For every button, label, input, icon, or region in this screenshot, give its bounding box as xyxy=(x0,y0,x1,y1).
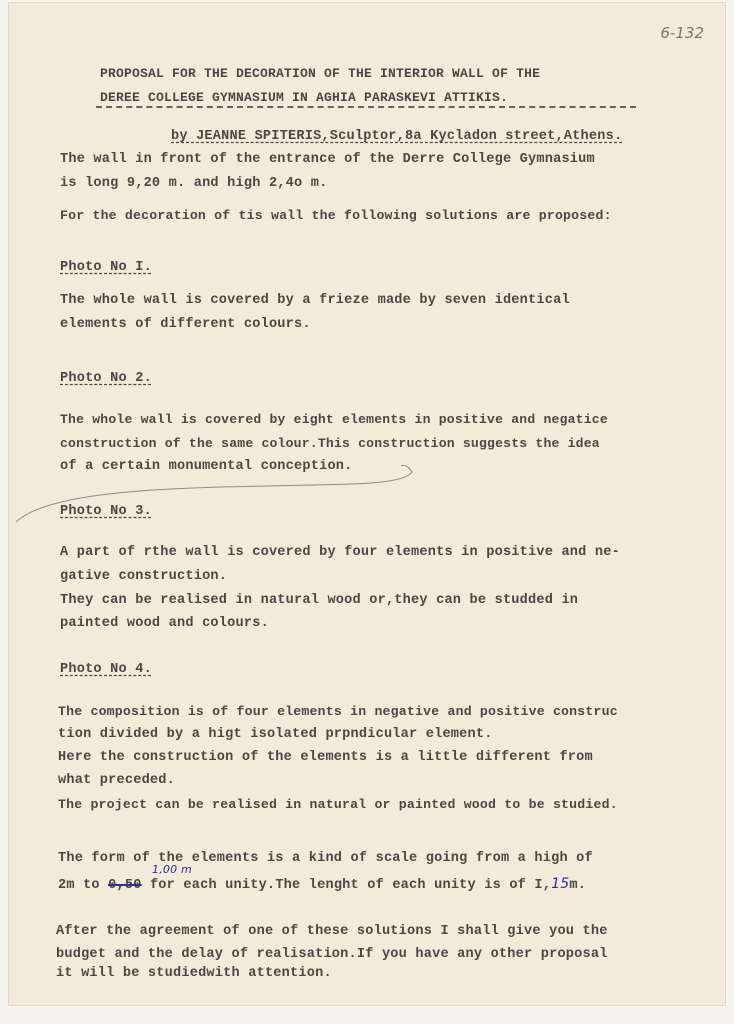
section-2-line: of a certain monumental conception. xyxy=(60,459,353,474)
title-line-1: PROPOSAL FOR THE DECORATION OF THE INTERIOR WALL OF THE xyxy=(100,66,541,81)
section-1-line: elements of different colours. xyxy=(60,317,311,332)
section-2-line: The whole wall is covered by eight elements in positive and negatice xyxy=(60,412,608,427)
section-4-heading: Photo No 4. xyxy=(60,662,152,677)
section-2-line: construction of the same colour.This construction suggests the idea xyxy=(60,436,600,451)
closing-line: budget and the delay of realisation.If you have any other proposal xyxy=(56,947,608,962)
section-4-line: Here the construction of the elements is a little different from xyxy=(58,750,593,765)
scale-line-1: The form of the elements is a kind of scale going from a high of xyxy=(58,851,593,866)
section-3-line: gative construction. xyxy=(60,569,228,584)
reference-number: 6-132 xyxy=(660,24,704,42)
proposal-line: For the decoration of tis wall the following solutions are proposed: xyxy=(60,208,612,223)
section-4-line: The composition is of four elements in negative and positive construc xyxy=(58,704,618,719)
section-3-heading: Photo No 3. xyxy=(60,504,152,519)
section-4-line: what preceded. xyxy=(58,773,176,788)
intro-line-2: is long 9,20 m. and high 2,4o m. xyxy=(60,176,328,191)
section-3-line: They can be realised in natural wood or,they can be studded in xyxy=(60,593,579,608)
scale-line-2-middle: for each unity.The lenght of each unity is of I, xyxy=(141,878,552,893)
struck-value: 0,50 xyxy=(108,878,142,893)
scale-line-2-end: m. xyxy=(569,878,587,893)
section-1-heading: Photo No I. xyxy=(60,260,152,275)
section-1-line: The whole wall is covered by a frieze made by seven identical xyxy=(60,293,570,308)
unit-correction: 15 xyxy=(551,876,570,892)
section-3-line: A part of rthe wall is covered by four elements in positive and ne- xyxy=(60,545,620,560)
closing-line: After the agreement of one of these solutions I shall give you the xyxy=(56,924,608,939)
intro-line-1: The wall in front of the entrance of the Derre College Gymnasium xyxy=(60,152,595,167)
title-line-2: DEREE COLLEGE GYMNASIUM IN AGHIA PARASKEVI ATTIKIS. xyxy=(100,90,509,105)
section-2-heading: Photo No 2. xyxy=(60,371,152,386)
scale-line-2 xyxy=(58,863,587,893)
handwritten-correction: 1,00 m xyxy=(152,863,192,876)
title-separator xyxy=(96,106,636,108)
section-3-line: painted wood and colours. xyxy=(60,616,269,631)
scale-line-2-start: 2m to xyxy=(58,878,109,893)
closing-line: it will be studiedwith attention. xyxy=(56,966,332,981)
section-4-line: The project can be realised in natural or painted wood to be studied. xyxy=(58,797,618,812)
section-4-line: tion divided by a higt isolated prpndicular element. xyxy=(58,727,493,742)
document-page xyxy=(8,2,726,1006)
author-line: by JEANNE SPITERIS,Sculptor,8a Kycladon street,Athens. xyxy=(171,129,623,144)
